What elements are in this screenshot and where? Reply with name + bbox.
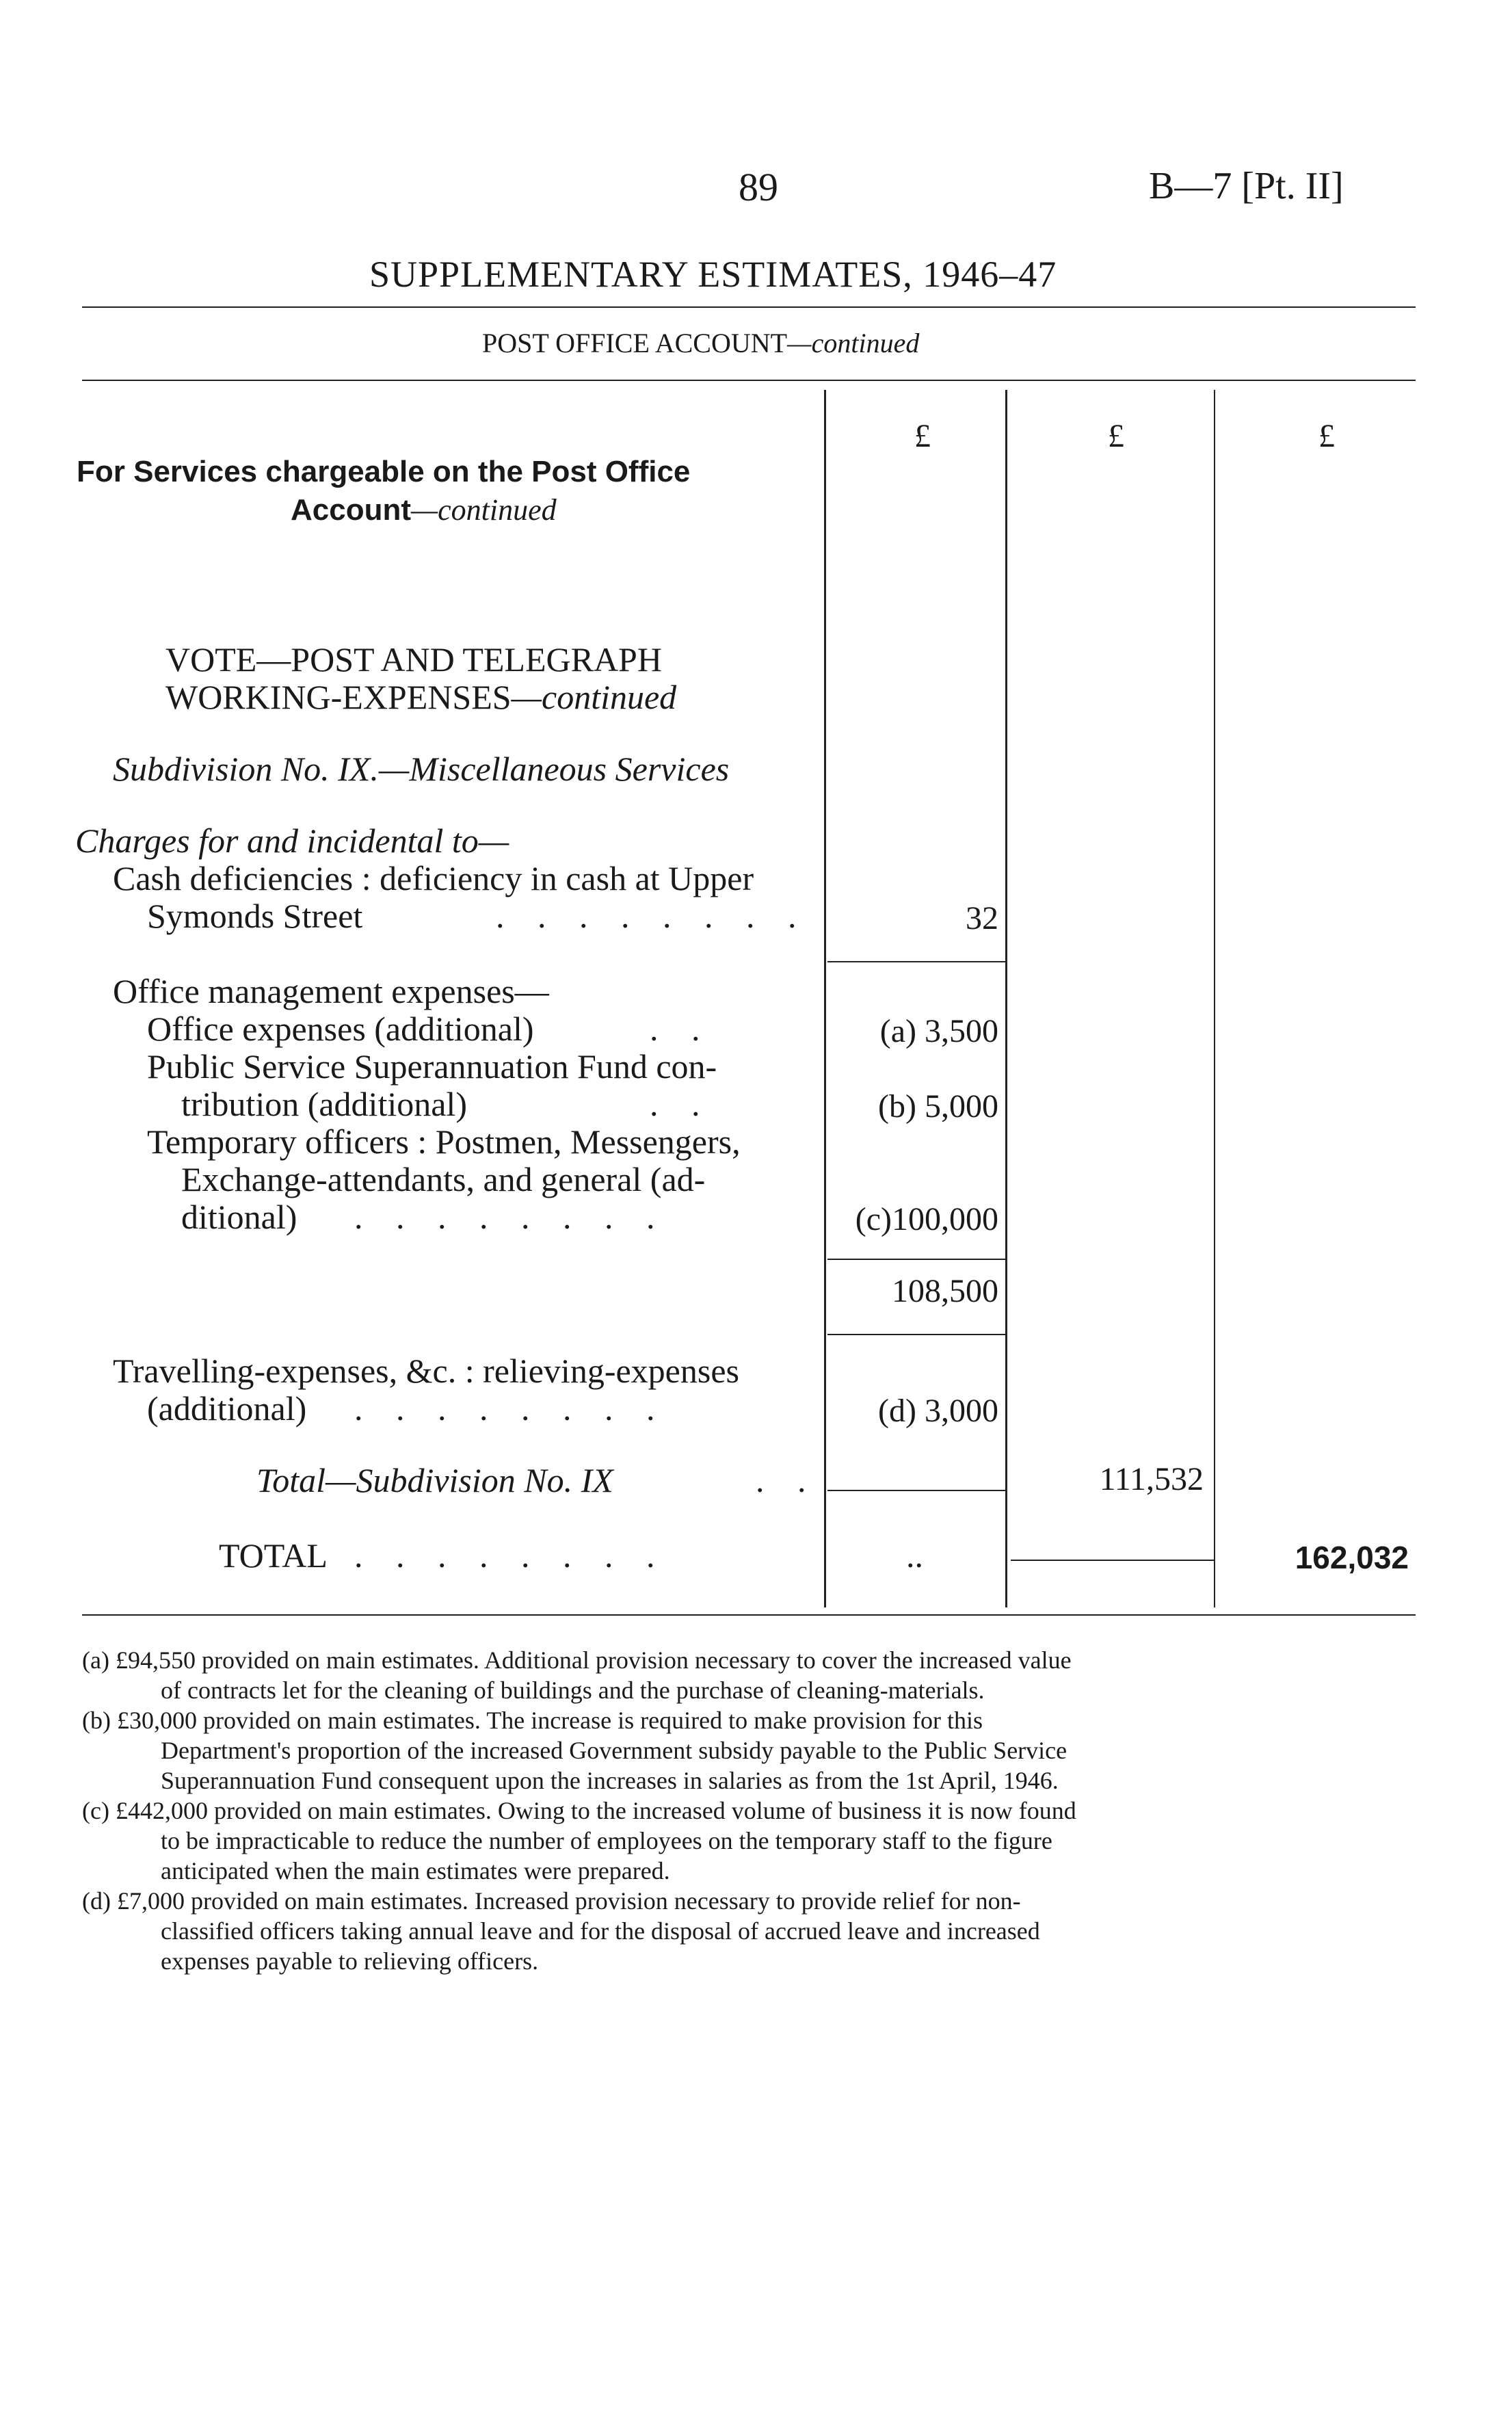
office-subtotal-amount: 108,500 (892, 1273, 998, 1309)
grand-total-label: TOTAL (219, 1536, 328, 1575)
column-header-2: £ (1108, 418, 1124, 454)
grand-total-amount: 162,032 (1295, 1540, 1409, 1575)
cash-deficiencies-amount: 32 (966, 900, 998, 936)
cash-rule (827, 961, 1005, 962)
section-heading-continued: —continued (411, 493, 557, 527)
travelling-line1: Travelling-expenses, &c. : relieving-expenses (113, 1352, 739, 1390)
subdivision-total-amount: 111,532 (1099, 1461, 1204, 1497)
column-header-1: £ (914, 418, 931, 454)
footnote-a-line2: of contracts let for the cleaning of buildings and the purchase of cleaning-materials. (161, 1677, 985, 1704)
pssf-leader: . . (650, 1085, 713, 1123)
column-divider-1 (824, 390, 826, 1607)
pssf-amount: (b) 5,000 (878, 1088, 998, 1125)
vote-title-main: WORKING-EXPENSES (165, 678, 512, 716)
travelling-line2: (additional) (147, 1389, 307, 1428)
footnote-d-line1: (d) £7,000 provided on main estimates. Increased provision necessary to provide relief for non- (82, 1887, 1021, 1915)
account-subtitle (482, 327, 919, 359)
column-divider-3 (1214, 390, 1215, 1607)
cash-deficiencies-line2: Symonds Street (147, 897, 363, 935)
page-title: SUPPLEMENTARY ESTIMATES, 1946–47 (369, 254, 1057, 295)
footnote-b-line2: Department's proportion of the increased Government subsidy payable to the Public Service (161, 1737, 1067, 1764)
vote-title-line2 (165, 677, 676, 717)
temp-officers-amount: (c)100,000 (855, 1201, 998, 1237)
cash-deficiencies-leader: . . . . . . . . (496, 897, 809, 935)
section-heading-line1: For Services chargeable on the Post Office (77, 455, 691, 488)
table-bottom-rule (82, 1614, 1416, 1616)
grand-total-rule (1011, 1560, 1214, 1561)
office-subtotal-rule (827, 1259, 1005, 1260)
footnote-b-line1: (b) £30,000 provided on main estimates. The increase is required to make provision for this (82, 1707, 983, 1734)
subdivision-heading: Subdivision No. IX.—Miscellaneous Services (113, 750, 730, 788)
office-expenses-leader: . . (650, 1010, 713, 1048)
office-subtotal-rule-bottom (827, 1334, 1005, 1335)
pssf-line2: tribution (additional) (181, 1085, 467, 1123)
office-expenses-label: Office expenses (additional) (147, 1010, 534, 1048)
table-top-rule (82, 380, 1416, 381)
temp-officers-line3: ditional) (181, 1198, 297, 1236)
temp-officers-line1: Temporary officers : Postmen, Messengers, (147, 1122, 741, 1161)
footnote-a-line1: (a) £94,550 provided on main estimates. Additional provision necessary to cover the increased value (82, 1646, 1072, 1674)
footnote-b-line3: Superannuation Fund consequent upon the increases in salaries as from the 1st April, 1946. (161, 1767, 1059, 1794)
footnote-d-line2: classified officers taking annual leave and for the disposal of accrued leave and increased (161, 1917, 1040, 1945)
grand-total-leader: . . . . . . . . (354, 1536, 667, 1575)
page-reference: B—7 [Pt. II] (1149, 165, 1344, 207)
temp-officers-leader: . . . . . . . . (354, 1198, 667, 1236)
vote-title-line1: VOTE—POST AND TELEGRAPH (165, 640, 662, 679)
temp-officers-line2: Exchange-attendants, and general (ad- (181, 1160, 706, 1198)
footnote-d-line3: expenses payable to relieving officers. (161, 1947, 539, 1975)
grand-total-col1: .. (906, 1536, 923, 1575)
column-header-3: £ (1318, 418, 1335, 454)
travelling-leader: . . . . . . . . (354, 1389, 667, 1428)
page-number: 89 (739, 165, 778, 209)
account-subtitle-continued: —continued (787, 328, 920, 358)
vote-title-continued: —continued (511, 678, 677, 716)
footnote-c-line3: anticipated when the main estimates were prepared. (161, 1857, 670, 1884)
title-rule (82, 306, 1416, 308)
section-heading-account: Account (291, 493, 411, 527)
office-management-heading: Office management expenses— (113, 972, 549, 1010)
account-subtitle-main: POST OFFICE ACCOUNT (482, 328, 788, 358)
footnote-c-line1: (c) £442,000 provided on main estimates. Owing to the increased volume of business it is now found (82, 1797, 1076, 1824)
subdivision-total-leader: . . (756, 1461, 819, 1499)
column-divider-2 (1005, 390, 1007, 1607)
footnote-c-line2: to be impracticable to reduce the number of employees on the temporary staff to the figure (161, 1827, 1052, 1854)
subdivision-total-label: Total—Subdivision No. IX (256, 1461, 613, 1499)
subdivision-total-rule (827, 1490, 1005, 1491)
charges-heading: Charges for and incidental to— (75, 822, 509, 860)
cash-deficiencies-line1: Cash deficiencies : deficiency in cash at Upper (113, 859, 754, 897)
office-expenses-amount: (a) 3,500 (879, 1013, 998, 1049)
travelling-amount: (d) 3,000 (878, 1393, 998, 1429)
section-heading-line2 (291, 492, 557, 527)
pssf-line1: Public Service Superannuation Fund con- (147, 1047, 717, 1086)
